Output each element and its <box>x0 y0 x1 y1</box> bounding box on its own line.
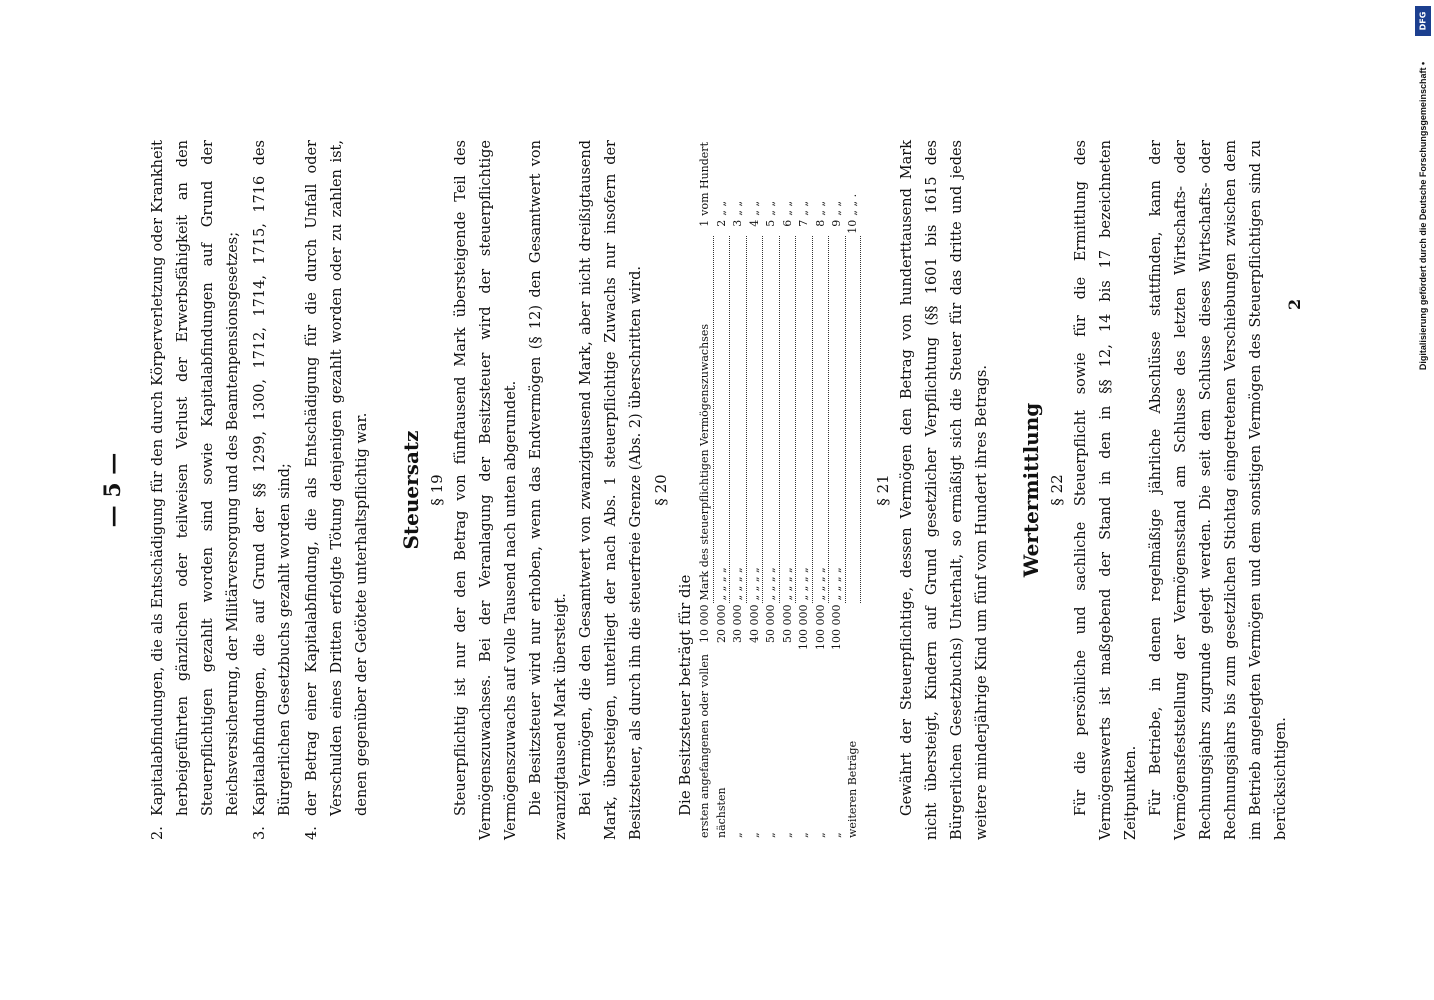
rate-value: 5 <box>764 219 777 227</box>
rate-table <box>697 140 861 840</box>
rate-unit: „ „ „ „ <box>730 236 747 603</box>
dfg-logo: DFG <box>1415 6 1431 36</box>
rate-value: 7 <box>797 219 810 227</box>
rate-amount <box>845 603 861 653</box>
rate-unit: „ „ „ „ <box>713 236 730 603</box>
rate-unit: „ „ „ „ <box>829 236 846 603</box>
credit-text: Digitalisierung gefördert durch die Deutsche Forschungsgemeinschaft • <box>1418 61 1428 371</box>
paragraph-20-title: § 20 <box>652 474 670 506</box>
rate-row <box>746 140 763 840</box>
rate-suffix: „ „ <box>813 200 827 216</box>
paragraph-21-text: Gewährt der Steuerpflichtige, dessen Vermögen den Betrag von hunderttausend Mark nicht übersteigt, Kindern auf Grund gesetzlicher Verpflichtung (§§ 1601 bis 1615 des Bürgerlichen Gesetzbuchs) Unterhalt, so ermäßigt sich die Steuer für das dritte und jedes weitere minderjährige Kind um fünf vom Hundert ihres Betrags. <box>899 140 990 840</box>
rate-suffix: „ „ <box>830 200 843 216</box>
section-heading-wertermittlung: Wertermittlung <box>1019 402 1043 578</box>
rate-row <box>845 140 861 840</box>
rate-amount: 100 000 <box>797 604 810 651</box>
rate-row <box>713 140 730 840</box>
rate-value: 10 <box>846 219 859 234</box>
paragraph-19-text-2: Die Besitzsteuer wird nur erhoben, wenn das Endvermögen (§ 12) den Gesamtwert von zwanzigtausend Mark übersteigt. <box>528 140 569 840</box>
item-number: 2. <box>150 826 166 840</box>
rate-lead: nächsten <box>714 787 728 838</box>
rate-row <box>763 140 780 840</box>
rate-unit <box>845 236 861 603</box>
rate-row <box>697 140 713 840</box>
rate-amount: 10 000 <box>698 604 712 644</box>
rate-value: 1 <box>698 219 712 227</box>
rate-unit: „ „ „ „ <box>812 236 829 603</box>
rate-row <box>779 140 796 840</box>
item-number: 3. <box>252 826 268 840</box>
rate-unit: „ „ „ „ <box>746 236 763 603</box>
item-text: Kapitalabfindungen, die auf Grund der §§ 1299, 1300, 1712, 1714, 1715, 1716 des Bürgerlichen Gesetzbuchs gezahlt worden sind; <box>252 140 293 816</box>
rate-unit: „ „ „ „ <box>779 236 796 603</box>
rate-value: 2 <box>714 219 728 227</box>
list-item <box>300 140 375 840</box>
rate-lead: „ <box>780 832 794 838</box>
rate-value: 8 <box>813 219 827 227</box>
rate-suffix: „ „ <box>731 200 744 216</box>
rate-lead: ersten angefangenen oder vollen <box>698 654 712 838</box>
list-item <box>146 140 246 840</box>
page-number: — 5 — <box>100 452 126 528</box>
rate-unit: Mark des steuerpflichtigen Vermögenszuwachses <box>697 236 713 603</box>
section-heading-steuersatz: Steuersatz <box>399 430 423 550</box>
rate-row <box>812 140 829 840</box>
rate-row <box>796 140 813 840</box>
rate-amount: 100 000 <box>813 604 827 651</box>
rate-suffix: „ „ <box>747 200 761 216</box>
rate-lead: „ <box>747 832 761 838</box>
rate-value: 9 <box>830 219 843 227</box>
rate-amount: 30 000 <box>731 604 744 644</box>
rate-row <box>730 140 747 840</box>
rate-suffix: „ „ <box>797 200 810 216</box>
item-number: 4. <box>304 826 320 840</box>
paragraph-19-text-3: Bei Vermögen, die den Gesamtwert von zwanzigtausend Mark, aber nicht dreißigtausend Mark, übersteigen, unterliegt der nach Abs. 1 steuerpflichtige Zuwachs nur insofern der Besitzsteuer, als durch ihn die steuerfreie Grenze (Abs. 2) überschritten wird. <box>578 140 644 840</box>
rate-lead: „ <box>764 832 777 838</box>
paragraph-21-title: § 21 <box>874 474 892 506</box>
rate-lead: „ <box>797 832 810 838</box>
paragraph-19-text-1: Steuerpflichtig ist nur der den Betrag von fünftausend Mark übersteigende Teil des Vermögenszuwachses. Bei der Veranlagung der Besitzsteuer wird der steuerpflichtige Vermögenszuwachs auf volle Tausend nach unten abgerundet. <box>453 140 519 840</box>
paragraph-20-intro: Die Besitzsteuer beträgt für die <box>676 574 694 816</box>
rate-suffix: „ „ <box>764 200 777 216</box>
rate-lead: „ <box>731 832 744 838</box>
paragraph-19-title: § 19 <box>428 474 446 506</box>
item-text: Kapitalabfindungen, die als Entschädigung für den durch Körperverletzung oder Krankheit herbeigeführten gänzlichen oder teilweisen Verlust der Erwerbsfähigkeit an den Steuerpflichtigen gezahlt worden sind sowie Kapitalabfindungen auf Grund der Reichsversicherung, der Militärversorgung und des Beamtenpensionsgesetzes; <box>150 140 241 816</box>
rate-unit: „ „ „ „ <box>763 236 780 603</box>
signature-mark: 2 <box>1285 298 1304 310</box>
rate-suffix: „ „ <box>780 200 794 216</box>
rate-value: 6 <box>780 219 794 227</box>
rate-value: 4 <box>747 219 761 227</box>
document-page <box>100 140 1294 840</box>
rate-unit: „ „ „ „ <box>796 236 813 603</box>
paragraph-22-title: § 22 <box>1048 474 1066 506</box>
item-text: der Betrag einer Kapitalabfindung, die als Entschädigung für die durch Unfall oder Verschulden eines Dritten erfolgte Tötung denjenigen gezahlt worden oder zu zahlen ist, denen gegenüber der Getötete unterhaltspflichtig war. <box>304 140 370 816</box>
rate-suffix: „ „ <box>714 200 728 216</box>
rate-value: 3 <box>731 219 744 227</box>
paragraph-22-text-1: Für die persönliche und sachliche Steuerpflicht sowie für die Ermittlung des Vermögenswerts ist maßgebend der Stand in den in §§ 12, 14 bis 17 bezeichneten Zeitpunkten. <box>1073 140 1139 840</box>
dfg-credit <box>1415 6 1434 996</box>
rate-amount: 20 000 <box>714 604 728 644</box>
rate-lead: weiteren Beträge <box>846 740 859 838</box>
paragraph-22-text-2: Für Betriebe, in denen regelmäßige jährliche Abschlüsse stattfinden, kann der Vermögensfeststellung der Vermögensstand am Schlusse des letzten Wirtschafts- oder Rechnungsjahrs zugrunde gelegt werden. Die seit dem Schlusse dieses Wirtschafts- oder Rechnungsjahrs bis zum gesetzlichen Stichtag eingetretenen Verschiebungen zwischen dem im Betrieb angelegten Vermögen und dem sonstigen Vermögen des Steuerpflichtigen sind zu berücksichtigen. <box>1148 140 1289 840</box>
rate-amount: 40 000 <box>747 604 761 644</box>
list-item <box>248 140 298 840</box>
rate-amount: 50 000 <box>764 604 777 644</box>
rate-lead: „ <box>830 832 843 838</box>
rate-suffix: vom Hundert <box>698 142 712 216</box>
rate-amount: 50 000 <box>780 604 794 644</box>
rate-lead: „ <box>813 832 827 838</box>
rate-suffix: „ „ . <box>846 193 859 216</box>
rate-row <box>829 140 846 840</box>
rate-amount: 100 000 <box>830 604 843 651</box>
